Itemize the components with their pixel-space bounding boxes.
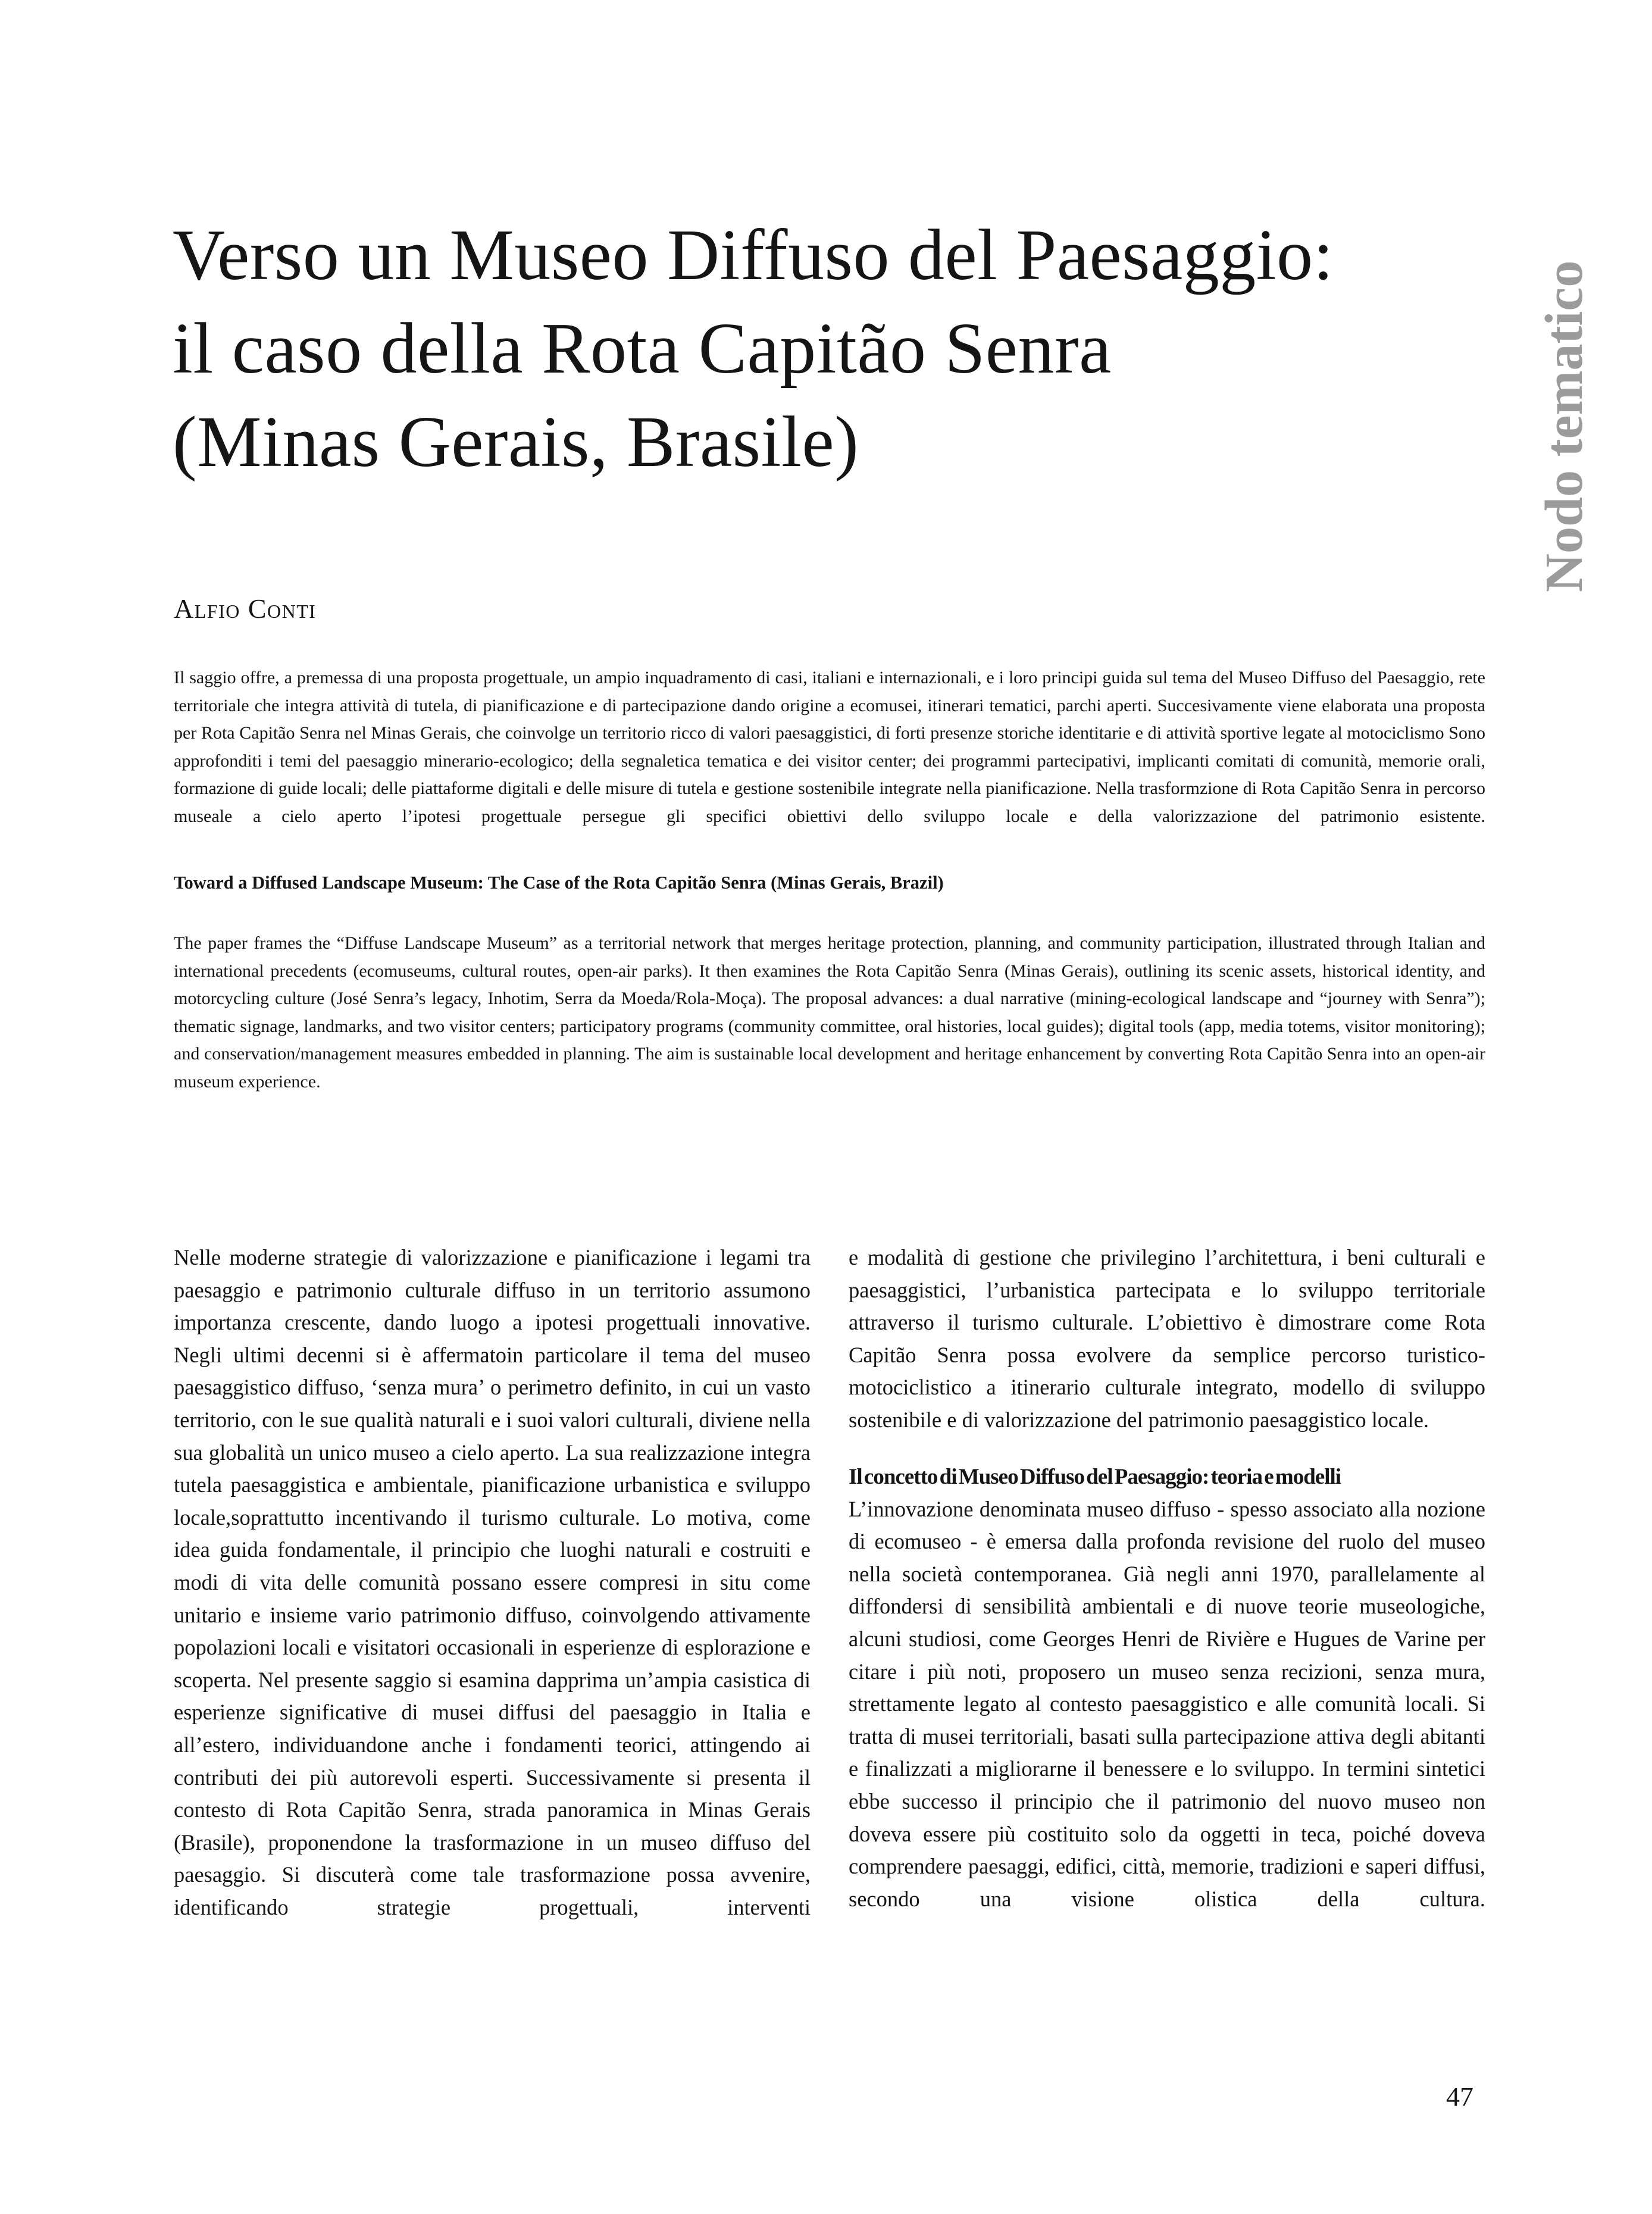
article-title-line-3: (Minas Gerais, Brasile) [173, 401, 859, 482]
body-column-left [174, 1242, 811, 1924]
side-label-nodo-tematico: Nodo tematico [1535, 260, 1594, 592]
abstract-italian: Il saggio offre, a premessa di una proposta progettuale, un ampio inquadramento di casi, italiani e internazionali, e i loro principi guida sul tema del Museo Diffuso del Paesaggio, rete territoriale che integra attività di tutela, di pianificazione e di partecipazione dando origine a ecomusei, itinerari tematici, parchi aperti. Succesivamente viene elaborata una proposta per Rota Capitão Senra nel Minas Gerais, che coinvolge un territorio ricco di valori paesaggistici, di forti presenze storiche identitarie e di attività sportive legate al motociclismo Sono approfonditi i temi del paesaggio minerario-ecologico; della segnaletica tematica e dei visitor center; dei programmi partecipativi, implicanti comitati di comunità, memorie orali, formazione di guide locali; delle piattaforme digitali e delle misure di tutela e gestione sostenibile integrate nella pianificazione. Nella trasformzione di Rota Capitão Senra in percorso museale a cielo aperto l’ipotesi progettuale persegue gli specifici obiettivi dello sviluppo locale e della valorizzazione del patrimonio esistente. [174, 668, 1485, 826]
article-title [173, 208, 1494, 489]
body-columns [174, 1242, 1485, 1924]
body-column-right [849, 1242, 1485, 1924]
abstract-english-heading: Toward a Diffused Landscape Museum: The Case of the Rota Capitão Senra (Minas Gerais, Brazil) [174, 873, 944, 893]
page-number: 47 [1446, 2081, 1473, 2112]
abstract-english: The paper frames the “Diffuse Landscape Museum” as a territorial network that merges heritage protection, planning, and community participation, illustrated through Italian and international precedents (ecomuseums, cultural routes, open-air parks). It then examines the Rota Capitão Senra (Minas Gerais), outlining its scenic assets, historical identity, and motorcycling culture (José Senra’s legacy, Inhotim, Serra da Moeda/Rola-Moça). The proposal advances: a dual narrative (mining-ecological landscape and “journey with Senra”); thematic signage, landmarks, and two visitor centers; participatory programs (community committee, oral histories, local guides); digital tools (app, media totems, visitor monitoring); and conservation/management measures embedded in planning. The aim is sustainable local development and heritage enhancement by converting Rota Capitão Senra into an open-air museum experience. [174, 933, 1485, 1092]
article-title-line-2: il caso della Rota Capitão Senra [173, 308, 1112, 389]
body-paragraph-right-1: e modalità di gestione che privilegino l’architettura, i beni culturali e paesaggistici, l’urbanistica partecipata e lo sviluppo territoriale attraverso il turismo culturale. L’obiettivo è dimostrare come Rota Capitão Senra possa evolvere da semplice percorso turistico-motociclistico a itinerario culturale integrato, modello di sviluppo sostenibile e di valorizzazione del patrimonio paesaggistico locale. [849, 1245, 1485, 1432]
article-title-line-1: Verso un Museo Diffuso del Paesaggio: [173, 214, 1334, 295]
section-heading: Il concetto di Museo Diffuso del Paesaggio: teoria e modelli [849, 1464, 1341, 1489]
author-name: Alfio Conti [174, 593, 317, 624]
body-paragraph-left: Nelle moderne strategie di valorizzazione e pianificazione i legami tra paesaggio e patrimonio culturale diffuso in un territorio assumono importanza crescente, dando luogo a ipotesi progettuali innovative. Negli ultimi decenni si è affermatoin particolare il tema del museo paesaggistico diffuso, ‘senza mura’ o perimetro definito, in cui un vasto territorio, con le sue qualità naturali e i suoi valori culturali, diviene nella sua globalità un unico museo a cielo aperto. La sua realizzazione integra tutela paesaggistica e ambientale, pianificazione urbanistica e sviluppo locale,soprattutto incentivando il turismo culturale. Lo motiva, come idea guida fondamentale, il principio che luoghi naturali e costruiti e modi di vita delle comunità possano essere compresi in situ come unitario e insieme vario patrimonio diffuso, coinvolgendo attivamente popolazioni locali e visitatori occasionali in esperienze di esplorazione e scoperta. Nel presente saggio si esamina dapprima un’ampia casistica di esperienze significative di musei diffusi del paesaggio in Italia e all’estero, individuandone anche i fondamenti teorici, attingendo ai contributi dei più autorevoli esperti. Successivamente si presenta il contesto di Rota Capitão Senra, strada panoramica in Minas Gerais (Brasile), proponendone la trasformazione in un museo diffuso del paesaggio. Si discuterà come tale trasformazione possa avvenire, identificando strategie progettuali, interventi [174, 1245, 811, 1919]
body-paragraph-right-2: L’innovazione denominata museo diffuso - spesso associato alla nozione di ecomuseo - è emersa dalla profonda revisione del ruolo del museo nella società contemporanea. Già negli anni 1970, parallelamente al diffondersi di sensibilità ambientali e di nuove teorie museologiche, alcuni studiosi, come Georges Henri de Rivière e Hugues de Varine per citare i più noti, proposero un museo senza recizioni, senza mura, strettamente legato al contesto paesaggistico e alle comunità locali. Si tratta di musei territoriali, basati sulla partecipazione attiva degli abitanti e finalizzati a migliorarne il benessere e lo sviluppo. In termini sintetici ebbe successo il principio che il patrimonio del nuovo museo non doveva essere più costituito solo da oggetti in teca, poiché doveva comprendere paesaggi, edifici, città, memorie, tradizioni e saperi diffusi, secondo una visione olistica della cultura. [849, 1496, 1485, 1911]
